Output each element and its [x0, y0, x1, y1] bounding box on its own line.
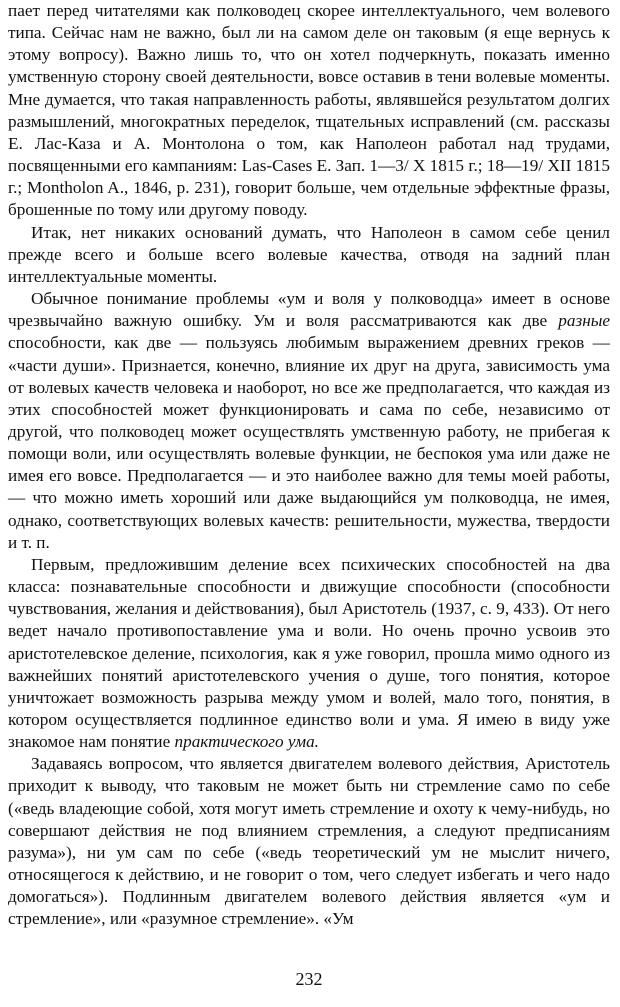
text-segment: Обычное понимание проблемы «ум и воля у полководца» имеет в основе чрезвычайно важную ошибку. Ум и воля рассматриваются как две — [8, 289, 610, 331]
paragraph — [8, 288, 610, 554]
text-segment: способности, как две — пользуясь любимым выражением древних греков — «части души». Признается, конечно, влияние их друг на друга, зависимость ума от волевых качеств человека и наоборот, но все же предполагается, что каждая из этих способностей может функционировать и сама по себе, независимо от другой, что полководец может осуществлять умственную работу, не прибегая к помощи воли, или осуществлять волевые функции, не беспокоя ума или даже не имея его вовсе. Предполагается — и это наиболее важно для темы моей работы,— что можно иметь хороший или даже выдающийся ум полководца, не имея, однако, соответствующих волевых качеств: решительности, мужества, твердости и т. п. — [8, 333, 610, 552]
text-segment: пает перед читателями как полководец скорее интеллектуального, чем волевого типа. Сейчас нам не важно, был ли на самом деле он таковым (я еще вернусь к этому вопросу). Важно лишь то, что он хотел подчеркнуть, показать именно умственную сторону своей деятельности, вовсе оставив в тени волевые моменты. Мне думается, что такая направленность работы, являвшейся результатом долгих размышлений, многократных переделок, тщательных исправлений (см. рассказы Е. Лас-Каза и А. Монтолона о том, как Наполеон работал над трудами, посвященными его кампаниям: Las-Cases E. Зап. 1—3/ X 1815 г.; 18—19/ XII 1815 г.; Montholon A., 1846, p. 231), говорит больше, чем отдельные эффектные фразы, брошенные по тому или другому поводу. — [8, 1, 610, 220]
italic-text: разные — [558, 311, 610, 331]
book-page — [8, 0, 610, 1007]
paragraph — [8, 554, 610, 753]
paragraph — [8, 0, 610, 222]
text-segment: Первым, предложившим деление всех психических способностей на два класса: познавательные способности и движущие способности (способности чувствования, желания и действования), был Аристотель (1937, с. 9, 433). От него ведет начало противопоставление ума и воли. Но очень прочно усвоив это аристотелевское деление, психология, как я уже говорил, прошла мимо одного из важнейших понятий аристотелевского учения о душе, того понятия, которое уничтожает возможность разрыва между умом и волей, мало того, понятия, в котором осуществляется подлинное единство воли и ума. Я имею в виду уже знакомое нам понятие — [8, 554, 610, 752]
text-segment: Задаваясь вопросом, что является двигателем волевого действия, Аристотель приходит к выводу, что таковым не может быть ни стремление само по себе («ведь владеющие собой, хотя могут иметь стремление и охоту к чему-нибудь, но совершают действия не под влиянием стремления, а следуют предписаниям разума»), ни ум сам по себе («ведь теоретический ум не мыслит ничего, относящегося к действию, и не говорит о том, чего следует избегать и чего надо домогаться»). Подлинным двигателем волевого действия является «ум и стремление», или «разумное стремление». «Ум — [8, 754, 610, 929]
page-number: 232 — [295, 969, 323, 989]
text-segment: Итак, нет никаких оснований думать, что Наполеон в самом себе ценил прежде всего и больше всего волевые качества, отводя на задний план интеллектуальные моменты. — [8, 222, 610, 286]
italic-text: практического ума. — [174, 732, 319, 752]
page-body-text — [8, 0, 610, 931]
paragraph — [8, 222, 610, 288]
paragraph — [8, 753, 610, 930]
